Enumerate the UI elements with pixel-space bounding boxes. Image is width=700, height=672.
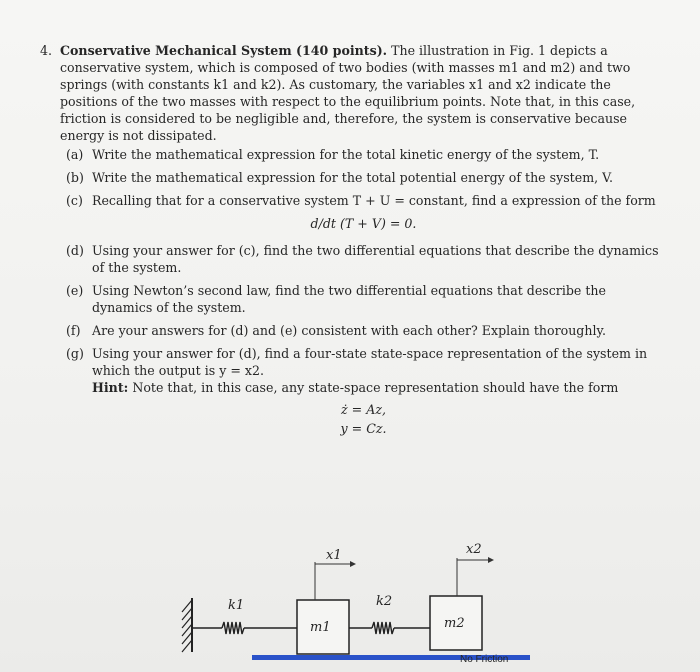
part-a	[66, 146, 661, 163]
spring-k2	[349, 622, 430, 634]
equation-c: d/dt (T + V) = 0.	[310, 216, 417, 231]
part-text: Using your answer for (d), find a four-state state-space representation of the system in which the output is y = x2.	[92, 346, 648, 378]
problem-title: Conservative Mechanical System (140 points).	[60, 43, 388, 58]
mass-spring-diagram	[170, 540, 530, 670]
part-text: Write the mathematical expression for the total potential energy of the system, V.	[92, 170, 614, 185]
part-label: (f)	[66, 323, 81, 338]
part-e	[66, 282, 661, 316]
part-label: (d)	[66, 243, 84, 258]
k2-label: k2	[376, 594, 393, 609]
spring-k1	[192, 622, 297, 634]
x1-label: x1	[326, 548, 342, 563]
part-label: (c)	[66, 193, 83, 208]
part-text: Using Newton’s second law, find the two differential equations that describe the dynamics of the system.	[92, 283, 606, 315]
hint-label: Hint:	[92, 380, 129, 395]
part-text: Are your answers for (d) and (e) consistent with each other? Explain thoroughly.	[92, 323, 606, 338]
part-label: (a)	[66, 147, 84, 162]
state-space-equations	[66, 400, 661, 438]
problem-intro: The illustration in Fig. 1 depicts a conservative system, which is composed of two bodies (with masses m1 and m2) and two springs (with constants k1 and k2). As customary, the variables x1 and x2 indicate the positions of the two masses with respect to the equilibrium points. Note that, in this case, friction is considered to be negligible and, therefore, the system is conservative because energy is not dissipated.	[60, 43, 636, 143]
part-text: Write the mathematical expression for the total kinetic energy of the system, T.	[92, 147, 600, 162]
question-parts	[66, 146, 661, 438]
x2-arrowhead	[488, 557, 494, 563]
part-c	[66, 192, 661, 209]
part-label: (e)	[66, 283, 84, 298]
state-equation: ż = Az,	[341, 402, 386, 417]
part-d	[66, 242, 661, 276]
x2-label: x2	[466, 542, 482, 557]
hint	[92, 379, 661, 396]
output-equation: y = Cz.	[340, 421, 387, 436]
part-text: Using your answer for (c), find the two differential equations that describe the dynamics of the system.	[92, 243, 659, 275]
k1-label: k1	[228, 598, 245, 613]
no-friction-label: No Friction	[460, 654, 509, 665]
x1-arrowhead	[350, 561, 356, 567]
part-f	[66, 322, 661, 339]
diagram-drawing	[170, 540, 530, 670]
part-text: Recalling that for a conservative system T + U = constant, find a expression of the form	[92, 193, 656, 208]
problem-body	[60, 42, 660, 144]
m1-label: m1	[310, 620, 331, 635]
part-b	[66, 169, 661, 186]
hint-text: Note that, in this case, any state-space representation should have the form	[128, 380, 619, 395]
problem-number: 4.	[40, 43, 53, 58]
wall-hatch	[182, 600, 192, 652]
part-g	[66, 345, 661, 379]
problem-statement	[40, 42, 660, 144]
m2-label: m2	[444, 616, 465, 631]
part-label: (b)	[66, 170, 84, 185]
part-label: (g)	[66, 346, 84, 361]
